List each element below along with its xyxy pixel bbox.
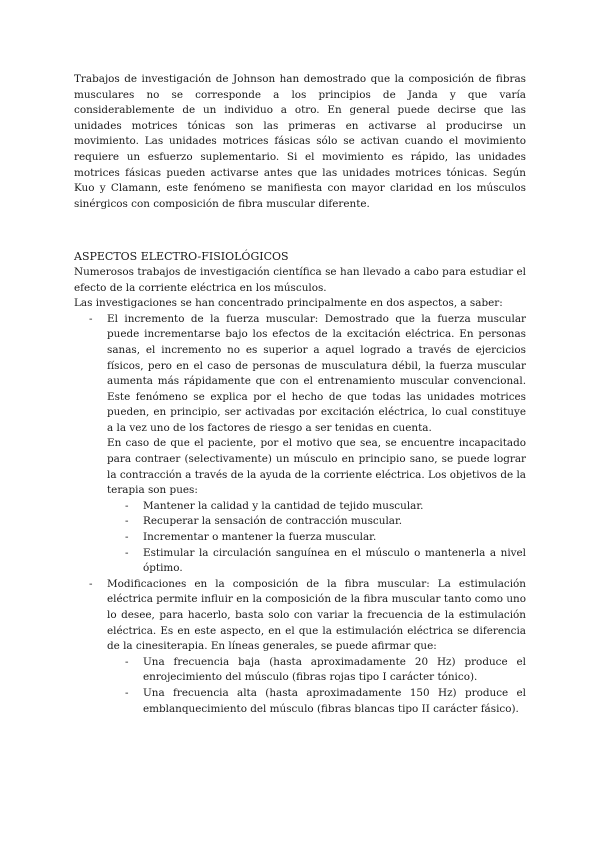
objectives-list <box>107 499 526 577</box>
document-page <box>74 72 526 717</box>
section-paragraph-1: Numerosos trabajos de investigación científica se han llevado a cabo para estudiar el efecto de la corriente eléctrica en los músculos. <box>74 265 526 294</box>
sub-list-item: - Incrementar o mantener la fuerza muscular. <box>107 530 526 546</box>
list-item-continuation: En caso de que el paciente, por el motivo que sea, se encuentre incapacitado para contraer (selectivamente) un músculo en principio sano, se puede lograr la contracción a través de la ayuda de la corriente eléctrica. Los objetivos de la terapia son pues: <box>107 437 526 497</box>
list-item-text: - El incremento de la fuerza muscular: Demostrado que la fuerza muscular puede incrementarse bajo los efectos de la excitación eléctrica. En personas sanas, el incremento no es superior a aquel logrado a través de ejercicios físicos, pero en el caso de personas de musculatura débil, la fuerza muscular aumenta más rápidamente que con el entrenamiento muscular convencional. Este fenómeno se explica por el hecho de que todas las unidades motrices pueden, en principio, ser activadas por excitación eléctrica, lo cual constituye a la vez uno de los factores de riesgo a ser tenidas en cuenta. <box>107 312 526 434</box>
sub-list-item: - Estimular la circulación sanguínea en el músculo o mantenerla a nivel óptimo. <box>107 546 526 577</box>
sub-list-item: - Mantener la calidad y la cantidad de tejido muscular. <box>107 499 526 515</box>
sub-list-item: - Recuperar la sensación de contracción muscular. <box>107 514 526 530</box>
section-heading: ASPECTOS ELECTRO-FISIOLÓGICOS <box>74 250 289 264</box>
section-paragraph-2: Las investigaciones se han concentrado principalmente en dos aspectos, a saber: <box>74 297 503 310</box>
sub-list-item: - Una frecuencia alta (hasta aproximadamente 150 Hz) produce el emblanquecimiento del músculo (fibras blancas tipo II carácter fásico). <box>107 686 526 717</box>
aspects-list <box>74 312 526 717</box>
list-item-composicion-fibra <box>74 577 526 717</box>
sub-list-item: - Una frecuencia baja (hasta aproximadamente 20 Hz) produce el enrojecimiento del músculo (fibras rojas tipo I carácter tónico). <box>107 655 526 686</box>
list-item-fuerza-muscular <box>74 312 526 577</box>
list-item-text: - Modificaciones en la composición de la fibra muscular: La estimulación eléctrica permite influir en la composición de la fibra muscular tanto como uno lo desee, para hacerlo, basta solo con variar la frecuencia de la estimulación eléctrica. Es en este aspecto, en el que la estimulación eléctrica se diferencia de la cinesiterapia. En líneas generales, se puede afirmar que: <box>107 577 526 653</box>
frequency-list <box>107 655 526 717</box>
intro-paragraph: Trabajos de investigación de Johnson han demostrado que la composición de fibras musculares no se corresponde a los principios de Janda y que varía considerablemente de un individuo a otro. En general puede decirse que las unidades motrices tónicas son las primeras en activarse al producirse un movimiento. Las unidades motrices fásicas sólo se activan cuando el movimiento requiere un esfuerzo suplementario. Si el movimiento es rápido, las unidades motrices fásicas pueden activarse antes que las unidades motrices tónicas. Según Kuo y Clamann, este fenómeno se manifiesta con mayor claridad en los músculos sinérgicos con composición de fibra muscular diferente. <box>74 73 526 210</box>
